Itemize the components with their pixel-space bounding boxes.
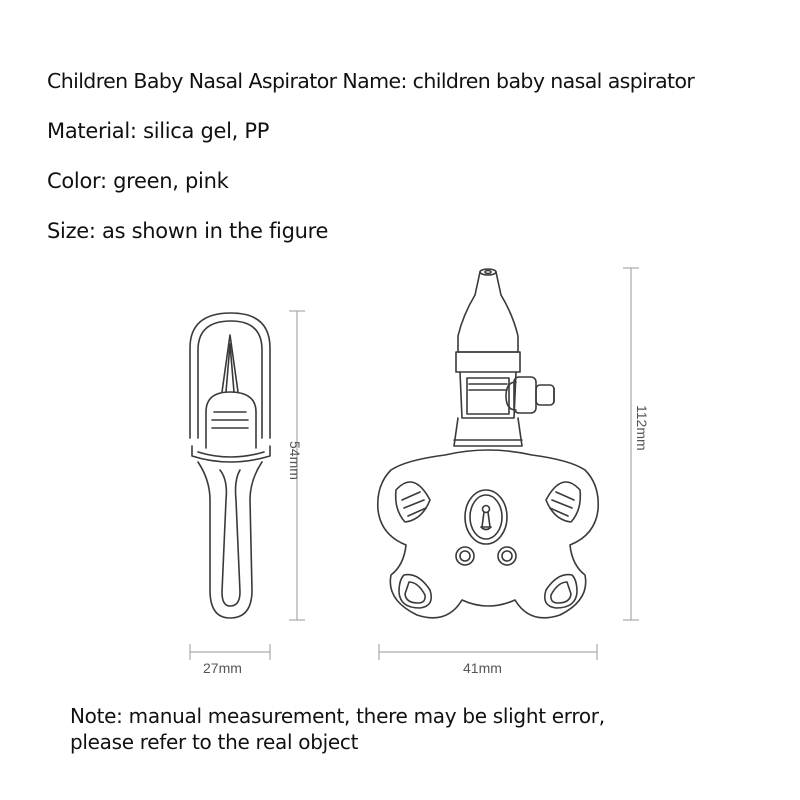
note-line-2: please refer to the real object — [70, 730, 359, 754]
aspirator-width-label: 41mm — [463, 660, 502, 676]
aspirator-drawing — [378, 269, 598, 618]
product-name-line: Children Baby Nasal Aspirator Name: children baby nasal aspirator — [47, 69, 695, 93]
tweezer-drawing — [190, 313, 270, 618]
note-line-1: Note: manual measurement, there may be slight error, — [70, 704, 605, 728]
color-line: Color: green, pink — [47, 169, 229, 193]
tweezer-width-label: 27mm — [203, 660, 242, 676]
size-line: Size: as shown in the figure — [47, 219, 329, 243]
tweezer-height-label: 54mm — [287, 441, 303, 480]
material-line: Material: silica gel, PP — [47, 119, 270, 143]
aspirator-height-label: 112mm — [634, 405, 650, 451]
